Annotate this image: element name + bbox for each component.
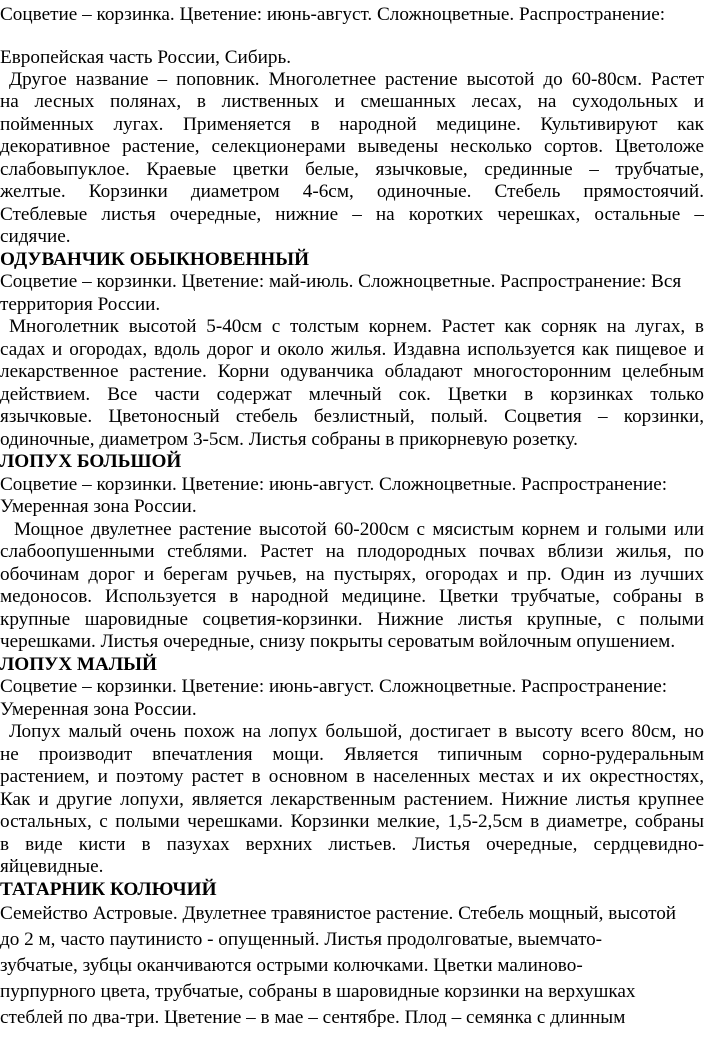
paragraph-line: Соцветие – корзинки. Цветение: май-июль. Сложноцветные. Распространение: Вся bbox=[0, 271, 682, 292]
section-heading: ЛОПУХ МАЛЫЙ bbox=[0, 654, 157, 675]
paragraph-line: Соцветие – корзинки. Цветение: июнь-август. Сложноцветные. Распространение: bbox=[0, 474, 668, 495]
paragraph-line: Лопух малый очень похож на лопух большой, достигает в высоту всего 80см, но bbox=[9, 721, 704, 742]
paragraph-line: Европейская часть России, Сибирь. bbox=[0, 47, 291, 68]
paragraph-line: медоносов. Используется в народной медицине. Цветки трубчатые, собраны в bbox=[0, 586, 704, 607]
paragraph-line: пойменных лугах. Применяется в народной медицине. Культивируют как bbox=[0, 114, 704, 135]
paragraph-line: до 2 м, часто паутинисто - опущенный. Листья продолговатые, выемчато- bbox=[0, 929, 603, 950]
paragraph-line: стеблей по два-три. Цветение – в мае – сентябре. Плод – семянка с длинным bbox=[0, 1007, 626, 1028]
paragraph-line: не производит впечатления мощи. Является типичным сорно-рудеральным bbox=[0, 744, 704, 765]
paragraph-line: декоративное растение, селекционерами выведены несколько сортов. Цветоложе bbox=[0, 136, 704, 157]
section-heading: ТАТАРНИК КОЛЮЧИЙ bbox=[0, 879, 217, 900]
paragraph-line: зубчатые, зубцы оканчиваются острыми колючками. Цветки малиново- bbox=[0, 955, 583, 976]
paragraph-line: пурпурного цвета, трубчатые, собраны в шаровидные корзинки на верхушках bbox=[0, 981, 636, 1002]
paragraph-line: одиночные, диаметром 3-5см. Листья собраны в прикорневую розетку. bbox=[0, 429, 578, 450]
paragraph-line: сидячие. bbox=[0, 226, 71, 247]
paragraph-line: территория России. bbox=[0, 294, 161, 315]
paragraph-line: Мощное двулетнее растение высотой 60-200см с мясистым корнем и голыми или bbox=[14, 519, 704, 540]
paragraph-line: Умеренная зона России. bbox=[0, 496, 197, 517]
paragraph-line: растением, и поэтому растет в основном в населенных местах и их окрестностях, bbox=[0, 766, 704, 787]
paragraph-line: крупные шаровидные соцветия-корзинки. Нижние листья крупные, с полыми bbox=[0, 609, 704, 630]
paragraph-line: Стеблевые листья очередные, нижние – на коротких черешках, остальные – bbox=[0, 204, 704, 225]
paragraph-line: Как и другие лопухи, является лекарственным растением. Нижние листья крупнее bbox=[0, 789, 704, 810]
paragraph-line: остальных, с полыми черешками. Корзинки мелкие, 1,5-2,5см в диаметре, собраны bbox=[0, 811, 704, 832]
paragraph-line: слабоопушенными стеблями. Растет на плодородных почвах вблизи жилья, по bbox=[0, 541, 704, 562]
paragraph-line: в виде кисти в пазухах верхних листьев. Листья очередные, сердцевидно- bbox=[0, 834, 704, 855]
paragraph-line: Соцветие – корзинка. Цветение: июнь-август. Сложноцветные. Распространение: bbox=[0, 4, 666, 25]
paragraph-line: Многолетник высотой 5-40см с толстым корнем. Растет как сорняк на лугах, в bbox=[9, 316, 704, 337]
paragraph-line: Соцветие – корзинки. Цветение: июнь-август. Сложноцветные. Распространение: bbox=[0, 676, 668, 697]
paragraph-line: садах и огородах, вдоль дорог и около жилья. Издавна используется как пищевое и bbox=[0, 339, 704, 360]
paragraph-line: Умеренная зона России. bbox=[0, 699, 197, 720]
paragraph-line: действием. Все части содержат млечный сок. Цветки в корзинках только bbox=[0, 384, 704, 405]
section-heading: ЛОПУХ БОЛЬШОЙ bbox=[0, 451, 182, 472]
paragraph-line: Другое название – поповник. Многолетнее растение высотой до 60-80см. Растет bbox=[9, 69, 704, 90]
paragraph-line: обочинам дорог и берегам ручьев, на пустырях, огородах и пр. Один из лучших bbox=[0, 564, 704, 585]
section-heading: ОДУВАНЧИК ОБЫКНОВЕННЫЙ bbox=[0, 249, 309, 270]
paragraph-line: язычковые. Цветоносный стебель безлистный, полый. Соцветия – корзинки, bbox=[0, 406, 704, 427]
paragraph-line: лекарственное растение. Корни одуванчика обладают многосторонним целебным bbox=[0, 361, 704, 382]
paragraph-line: яйцевидные. bbox=[0, 856, 104, 877]
paragraph-line: Семейство Астровые. Двулетнее травянистое растение. Стебель мощный, высотой bbox=[0, 903, 677, 924]
paragraph-line: на лесных полянах, в лиственных и смешанных лесах, на суходольных и bbox=[0, 91, 704, 112]
paragraph-line: слабовыпуклое. Краевые цветки белые, язычковые, срединные – трубчатые, bbox=[0, 159, 704, 180]
paragraph-line: желтые. Корзинки диаметром 4-6см, одиночные. Стебель прямостоячий. bbox=[0, 181, 704, 202]
paragraph-line: черешками. Листья очередные, снизу покрыты сероватым войлочным опушением. bbox=[0, 631, 676, 652]
